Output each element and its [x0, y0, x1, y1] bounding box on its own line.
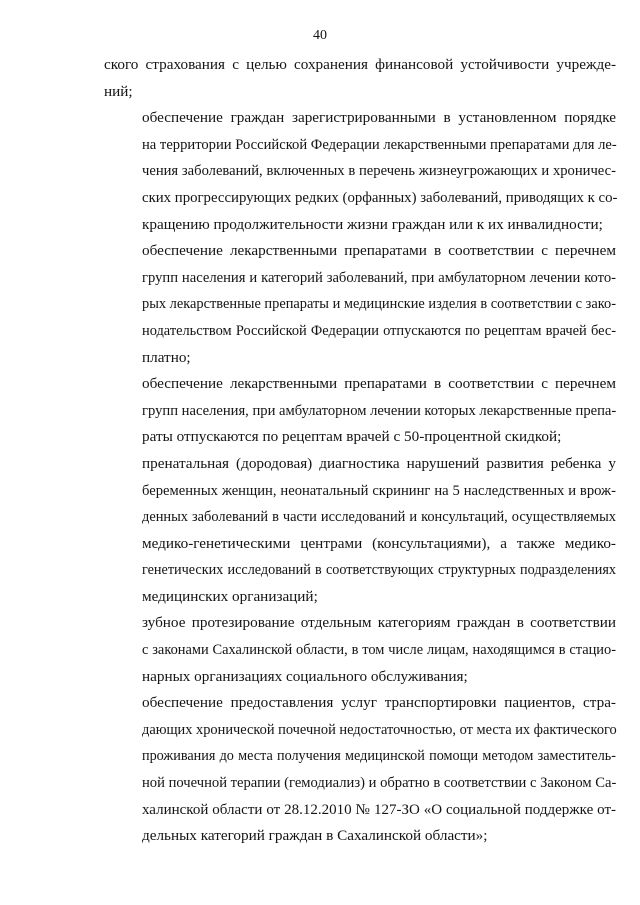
- text-line: медицинских организаций;: [142, 587, 318, 605]
- text-line: обеспечение лекарственными препаратами в соответствии с перечнем: [142, 242, 616, 260]
- text-line: дающих хронической почечной недостаточностью, от места их фактического: [142, 721, 617, 738]
- text-line: рых лекарственные препараты и медицинские изделия в соответствии с зако-: [142, 296, 616, 313]
- text-line: халинской области от 28.12.2010 № 127-ЗО «О социальной поддержке от-: [142, 801, 616, 818]
- paragraph: [104, 105, 616, 238]
- text-line: нарных организациях социального обслуживания;: [142, 667, 468, 685]
- text-line: чения заболеваний, включенных в перечень жизнеугрожающих и хроничес-: [142, 163, 616, 180]
- text-line: платно;: [142, 348, 191, 366]
- text-line: денных заболеваний в части исследований и консультаций, осуществляемых: [142, 509, 616, 526]
- paragraph: [104, 371, 616, 451]
- text-line: кращению продолжительности жизни граждан или к их инвалидности;: [142, 215, 603, 233]
- text-line: раты отпускаются по рецептам врачей с 50-процентной скидкой;: [142, 428, 562, 446]
- text-line: генетических исследований в соответствующих структурных подразделениях: [142, 562, 616, 579]
- body-text: [104, 52, 616, 850]
- text-line: обеспечение предоставления услуг транспортировки пациентов, стра-: [142, 694, 616, 712]
- text-line: ной почечной терапии (гемодиализ) и обратно в соответствии с Законом Са-: [142, 775, 617, 792]
- text-line: на территории Российской Федерации лекарственными препаратами для ле-: [142, 136, 617, 153]
- paragraph: [104, 52, 616, 105]
- paragraph: [104, 610, 616, 690]
- text-line: медико-генетическими центрами (консультациями), а также медико-: [142, 534, 616, 552]
- page-number: 40: [313, 28, 327, 43]
- text-line: нодательством Российской Федерации отпускаются по рецептам врачей бес-: [142, 322, 616, 339]
- text-line: беременных женщин, неонатальный скрининг на 5 наследственных и врож-: [142, 482, 616, 499]
- text-line: зубное протезирование отдельным категориям граждан в соответствии: [142, 614, 616, 632]
- text-line: ских прогрессирующих редких (орфанных) заболеваний, приводящих к со-: [142, 189, 618, 206]
- text-line: с законами Сахалинской области, в том числе лицам, находящимся в стацио-: [142, 642, 616, 659]
- paragraph: [104, 238, 616, 371]
- text-line: проживания до места получения медицинской помощи методом заместитель-: [142, 748, 616, 765]
- text-line: ний;: [104, 82, 133, 100]
- text-line: дельных категорий граждан в Сахалинской области»;: [142, 827, 488, 845]
- text-line: пренатальная (дородовая) диагностика нарушений развития ребенка у: [142, 454, 616, 472]
- paragraph: [104, 451, 616, 611]
- paragraph: [104, 690, 616, 850]
- text-line: групп населения и категорий заболеваний, при амбулаторном лечении кото-: [142, 269, 616, 286]
- text-line: обеспечение граждан зарегистрированными в установленном порядке: [142, 109, 616, 127]
- text-line: ского страхования с целью сохранения финансовой устойчивости учрежде-: [104, 56, 616, 73]
- text-line: обеспечение лекарственными препаратами в соответствии с перечнем: [142, 375, 616, 393]
- text-line: групп населения, при амбулаторном лечении которых лекарственные препа-: [142, 402, 617, 419]
